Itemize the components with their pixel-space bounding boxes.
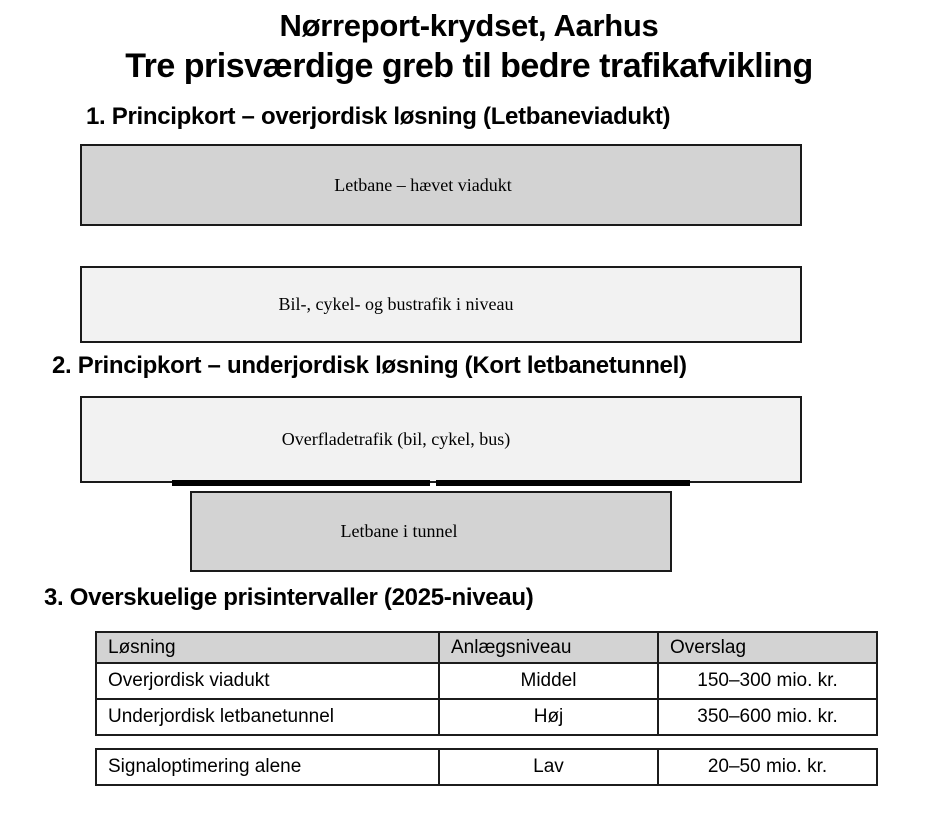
header-cell-losning: Løsning <box>96 632 439 663</box>
tunnel-box <box>190 491 672 572</box>
viaduct-box-label: Letbane – hævet viadukt <box>334 174 512 195</box>
cell-losning: Overjordisk viadukt <box>96 663 439 699</box>
surface-traffic-box-2-label: Overfladetrafik (bil, cykel, bus) <box>281 429 511 449</box>
price-table-detached <box>95 748 878 786</box>
surface-traffic-box <box>80 266 802 343</box>
cell-overslag: 150–300 mio. kr. <box>658 663 877 699</box>
cell-overslag: 20–50 mio. kr. <box>658 749 877 785</box>
price-table-header-row <box>96 632 877 663</box>
cell-anlaegsniveau: Høj <box>439 699 658 735</box>
surface-traffic-box-2 <box>80 396 802 483</box>
table-row-underjordisk <box>96 699 877 735</box>
surface-traffic-box-label: Bil-, cykel- og bustrafik i niveau <box>278 294 514 314</box>
section-2-heading: 2. Principkort – underjordisk løsning (Kort letbanetunnel) <box>52 352 687 379</box>
header-cell-overslag: Overslag <box>658 632 877 663</box>
table-row-signaloptimering <box>96 749 877 785</box>
cell-losning: Signaloptimering alene <box>96 749 439 785</box>
cell-anlaegsniveau: Middel <box>439 663 658 699</box>
price-table <box>95 631 878 736</box>
section-3-heading: 3. Overskuelige prisintervaller (2025-niveau) <box>44 584 534 611</box>
cell-anlaegsniveau: Lav <box>439 749 658 785</box>
cell-losning: Underjordisk letbanetunnel <box>96 699 439 735</box>
tunnel-roof-bar-left <box>172 480 430 486</box>
viaduct-box <box>80 144 802 226</box>
page-title: Nørreport-krydset, Aarhus <box>279 8 659 43</box>
cell-overslag: 350–600 mio. kr. <box>658 699 877 735</box>
table-row-overjordisk <box>96 663 877 699</box>
page-subtitle: Tre prisværdige greb til bedre trafikafvikling <box>125 47 813 85</box>
tunnel-roof-bar-right <box>436 480 690 486</box>
section-1-heading: 1. Principkort – overjordisk løsning (Letbaneviadukt) <box>86 103 671 130</box>
header-cell-anlaegsniveau: Anlægsniveau <box>439 632 658 663</box>
tunnel-box-label: Letbane i tunnel <box>340 521 458 541</box>
